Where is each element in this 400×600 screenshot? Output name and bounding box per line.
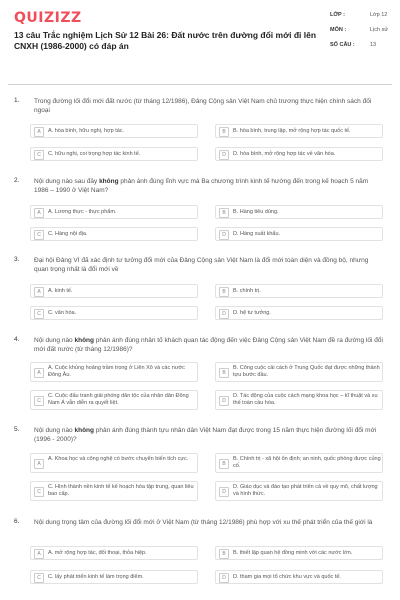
quizizz-logo: QUIZIZZ	[14, 10, 82, 26]
option-letter: D	[219, 396, 229, 406]
question-number: 4.	[14, 336, 20, 343]
option-4d[interactable]: D D. Tác động của cuộc cách mạng khoa học – kĩ thuật và xu thế toàn cầu hóa.	[215, 390, 383, 410]
meta-question-count: SỐ CÂU : 13	[330, 42, 377, 48]
page-title: 13 câu Trắc nghiệm Lịch Sử 12 Bài 26: Đất nước trên đường đổi mới đi lên CNXH (1986-2000) có đáp án	[14, 30, 317, 51]
option-letter: B	[219, 208, 229, 218]
option-3c[interactable]: C C. văn hóa.	[30, 306, 198, 320]
option-letter: D	[219, 487, 229, 497]
option-5a[interactable]: A A. Khoa học và công nghệ có bước chuyển biến tích cực.	[30, 453, 198, 473]
option-3b[interactable]: B B. chính trị.	[215, 284, 383, 298]
option-letter: D	[219, 573, 229, 583]
option-5d[interactable]: D D. Giáo dục và đào tạo phát triển cả về quy mô, chất lượng và hình thức.	[215, 481, 383, 501]
option-letter: C	[34, 230, 44, 240]
question-number: 3.	[14, 256, 20, 263]
option-6a[interactable]: A A. mở rộng hợp tác, đối thoại, thỏa hiệp.	[30, 546, 198, 560]
option-letter: C	[34, 487, 44, 497]
option-5c[interactable]: C C. Hình thành nền kinh tế kế hoạch hóa tập trung, quan liêu bao cấp.	[30, 481, 198, 501]
option-1a[interactable]: A A. hòa bình, hữu nghị, hợp tác.	[30, 124, 198, 138]
option-letter: D	[219, 150, 229, 160]
option-letter: B	[219, 127, 229, 137]
meta-subject: MÔN : Lịch sử	[330, 27, 389, 33]
option-letter: A	[34, 127, 44, 137]
option-letter: A	[34, 549, 44, 559]
page-header	[0, 0, 400, 84]
option-letter: D	[219, 309, 229, 319]
question-number: 2.	[14, 177, 20, 184]
option-4b[interactable]: B B. Công cuộc cải cách ở Trung Quốc đạt được những thành tựu bước đầu.	[215, 362, 383, 382]
option-letter: A	[34, 459, 44, 469]
option-letter: C	[34, 309, 44, 319]
option-letter: C	[34, 396, 44, 406]
question-text: Nội dung nào sau đây không phản ánh đúng lĩnh vực mà Ba chương trình kinh tế hướng đến trong kế hoạch 5 năm 1986 – 1990 ở Việt Nam?	[34, 178, 369, 194]
option-letter: A	[34, 368, 44, 378]
question-number: 5.	[14, 426, 20, 433]
option-2b[interactable]: B B. Hàng tiêu dùng.	[215, 205, 383, 219]
option-2c[interactable]: C C. Hàng nội địa.	[30, 227, 198, 241]
header-divider	[8, 84, 392, 85]
option-letter: B	[219, 459, 229, 469]
option-1c[interactable]: C C. hữu nghị, coi trọng hợp tác kinh tế.	[30, 147, 198, 161]
option-1d[interactable]: D D. hòa bình, mở rộng hợp tác về văn hóa.	[215, 147, 383, 161]
option-2d[interactable]: D D. Hàng xuất khẩu.	[215, 227, 383, 241]
question-text: Nội dung nào không phản ánh đúng thành tựu nhân dân Việt Nam đạt được trong 15 năm thực hiện đường lối đổi mới (1996 - 2000)?	[34, 427, 377, 443]
option-letter: C	[34, 150, 44, 160]
option-3d[interactable]: D D. hệ tư tưởng.	[215, 306, 383, 320]
option-letter: B	[219, 368, 229, 378]
question-text: Nội dung trọng tâm của đường lối đổi mới ở Việt Nam (từ tháng 12/1986) phù hợp với xu thế phát triển của thế giới là	[34, 519, 373, 526]
option-letter: A	[34, 208, 44, 218]
question-text: Nội dung nào không phản ánh đúng nhân tố khách quan tác động đến việc Đảng Cộng sản Việt Nam đề ra đường lối đổi mới đất nước (từ tháng 12/1986)?	[34, 337, 383, 353]
option-3a[interactable]: A A. kinh tế.	[30, 284, 198, 298]
question-number: 1.	[14, 97, 20, 104]
option-5b[interactable]: B B. Chính trị - xã hội ổn định; an ninh, quốc phòng được củng cố.	[215, 453, 383, 473]
option-6d[interactable]: D D. tham gia mọi tổ chức khu vực và quốc tế.	[215, 570, 383, 584]
option-6c[interactable]: C C. lấy phát triển kinh tế làm trọng điểm.	[30, 570, 198, 584]
option-letter: B	[219, 549, 229, 559]
option-letter: A	[34, 287, 44, 297]
option-2a[interactable]: A A. Lương thực - thực phẩm.	[30, 205, 198, 219]
question-text: Trong đường lối đổi mới đất nước (từ tháng 12/1986), Đảng Cộng sản Việt Nam chủ trương thực hiện chính sách đối ngoại	[34, 98, 372, 114]
option-4c[interactable]: C C. Cuộc đấu tranh giải phóng dân tộc của nhân dân Đông Nam Á vẫn diễn ra quyết liệt.	[30, 390, 198, 410]
meta-grade: LỚP : Lớp 12	[330, 12, 388, 18]
quiz-meta	[330, 12, 392, 57]
option-1b[interactable]: B B. hòa bình, trung lập, mở rộng hợp tác quốc tế.	[215, 124, 383, 138]
option-letter: C	[34, 573, 44, 583]
option-4a[interactable]: A A. Cuộc khủng hoảng trầm trọng ở Liên Xô và các nước Đông Âu.	[30, 362, 198, 382]
question-number: 6.	[14, 518, 20, 525]
option-letter: D	[219, 230, 229, 240]
option-letter: B	[219, 287, 229, 297]
option-6b[interactable]: B B. thiết lập quan hệ đồng minh với các nước lớn.	[215, 546, 383, 560]
question-text: Đại hội Đảng VI đã xác định tư tưởng đổi mới của Đảng Cộng sản Việt Nam là đổi mới toàn diện và đồng bộ, nhưng quan trọng nhất là đổi mới về	[34, 257, 369, 273]
